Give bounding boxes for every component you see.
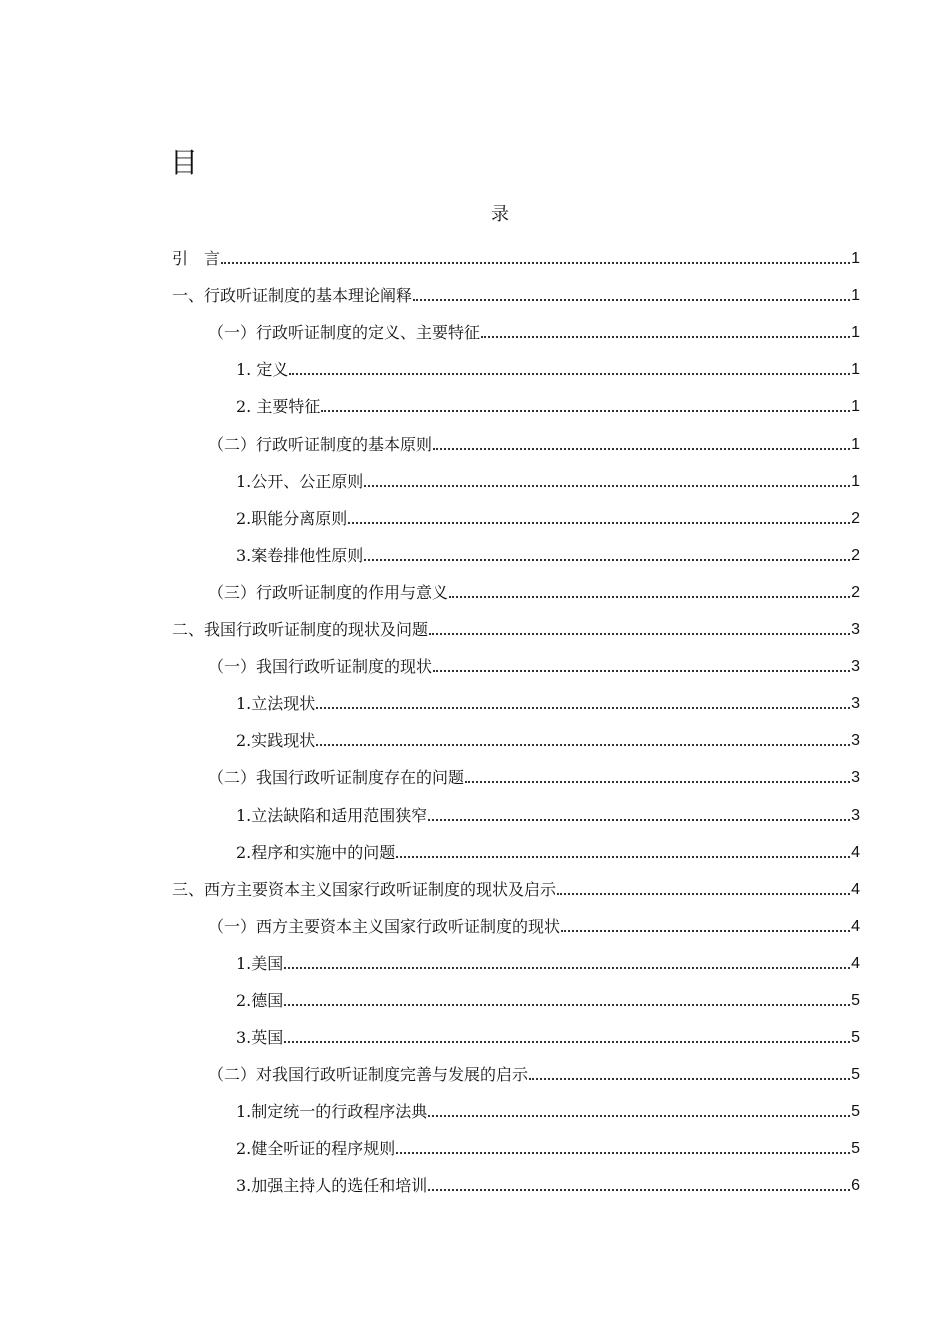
toc-entry-label: 1.制定统一的行政程序法典 xyxy=(236,1102,428,1122)
toc-entry[interactable] xyxy=(172,1162,860,1199)
toc-entry[interactable] xyxy=(172,606,860,643)
toc-entry-page: 2 xyxy=(851,546,860,564)
dot-leader xyxy=(396,1152,850,1154)
toc-entry-label: 三、西方主要资本主义国家行政听证制度的现状及启示 xyxy=(172,879,557,899)
toc-entry-page: 4 xyxy=(851,880,860,898)
toc-entry-label: 3.案卷排他性原则 xyxy=(236,545,364,565)
toc-entry-label: 2.健全听证的程序规则 xyxy=(236,1139,396,1159)
toc-entry-page: 4 xyxy=(851,954,860,972)
toc-entry[interactable] xyxy=(172,235,860,272)
toc-entry-label: 2.德国 xyxy=(236,990,284,1010)
toc-entry-page: 3 xyxy=(851,732,860,750)
toc-entry-label: 1.立法缺陷和适用范围狭窄 xyxy=(236,805,428,825)
toc-heading-first-char: 目 xyxy=(170,146,199,179)
toc-entry[interactable] xyxy=(172,1014,860,1051)
toc-entry-label: 1. 定义 xyxy=(236,360,289,380)
toc-entry-label: 2.程序和实施中的问题 xyxy=(236,842,396,862)
dot-leader xyxy=(481,336,850,338)
toc-entry-page: 1 xyxy=(851,398,860,416)
toc-entry[interactable] xyxy=(172,309,860,346)
toc-entry-page: 4 xyxy=(851,843,860,861)
dot-leader xyxy=(284,967,850,969)
toc-entry-page: 3 xyxy=(851,769,860,787)
toc-entry-label: 3.加强主持人的选任和培训 xyxy=(236,1176,428,1196)
dot-leader xyxy=(396,856,850,858)
toc-entry[interactable] xyxy=(172,680,860,717)
toc-entry-label: （二）对我国行政听证制度完善与发展的启示 xyxy=(208,1065,529,1085)
toc-entry-label: （一）西方主要资本主义国家行政听证制度的现状 xyxy=(208,916,561,936)
toc-entry-page: 1 xyxy=(851,472,860,490)
dot-leader xyxy=(321,410,850,412)
dot-leader xyxy=(284,1004,850,1006)
toc-entry-page: 2 xyxy=(851,509,860,527)
toc-entry[interactable] xyxy=(172,829,860,866)
toc-heading-second-char: 录 xyxy=(491,204,509,225)
dot-leader xyxy=(348,522,850,524)
toc-entry-page: 4 xyxy=(851,917,860,935)
toc-entry-page: 3 xyxy=(851,806,860,824)
toc-entry[interactable] xyxy=(172,903,860,940)
toc-entry[interactable] xyxy=(172,1051,860,1088)
toc-entry-page: 6 xyxy=(851,1177,860,1195)
toc-entry[interactable] xyxy=(172,1088,860,1125)
toc-entry-page: 5 xyxy=(851,1029,860,1047)
toc-entry[interactable] xyxy=(172,383,860,420)
toc-entry-label: 2.职能分离原则 xyxy=(236,508,348,528)
dot-leader xyxy=(428,1189,850,1191)
toc-entry[interactable] xyxy=(172,754,860,791)
dot-leader xyxy=(413,299,850,301)
dot-leader xyxy=(428,1115,850,1117)
toc-entry-label: 2. 主要特征 xyxy=(236,397,321,417)
toc-entry-page: 5 xyxy=(851,991,860,1009)
toc-entry-label: （一）我国行政听证制度的现状 xyxy=(208,657,433,677)
dot-leader xyxy=(561,930,850,932)
toc-entry[interactable] xyxy=(172,458,860,495)
toc-entry-page: 3 xyxy=(851,658,860,676)
toc-entry-page: 3 xyxy=(851,695,860,713)
dot-leader xyxy=(284,1041,850,1043)
toc-entry-label: （二）行政听证制度的基本原则 xyxy=(208,434,433,454)
dot-leader xyxy=(557,893,850,895)
toc-entry-label: 1.立法现状 xyxy=(236,694,316,714)
toc-entry-label: 3.英国 xyxy=(236,1028,284,1048)
toc-entry[interactable] xyxy=(172,940,860,977)
toc-entry-label: 2.实践现状 xyxy=(236,731,316,751)
dot-leader xyxy=(449,596,850,598)
toc-entry-page: 5 xyxy=(851,1140,860,1158)
toc-entry-label: （二）我国行政听证制度存在的问题 xyxy=(208,768,465,788)
toc-entry[interactable] xyxy=(172,1125,860,1162)
toc-entry[interactable] xyxy=(172,977,860,1014)
toc-entry-label: 引 言 xyxy=(172,249,221,269)
toc-entry[interactable] xyxy=(172,643,860,680)
dot-leader xyxy=(289,373,850,375)
toc-entry[interactable] xyxy=(172,866,860,903)
dot-leader xyxy=(316,707,850,709)
toc-entry-page: 1 xyxy=(851,361,860,379)
dot-leader xyxy=(364,485,850,487)
table-of-contents xyxy=(172,235,860,1199)
dot-leader xyxy=(465,781,850,783)
toc-entry[interactable] xyxy=(172,495,860,532)
toc-entry[interactable] xyxy=(172,272,860,309)
toc-entry-page: 5 xyxy=(851,1066,860,1084)
toc-entry[interactable] xyxy=(172,791,860,828)
toc-entry-page: 1 xyxy=(851,250,860,268)
toc-entry-page: 1 xyxy=(851,435,860,453)
toc-entry-label: 1.公开、公正原则 xyxy=(236,471,364,491)
dot-leader xyxy=(429,633,850,635)
toc-entry-page: 3 xyxy=(851,621,860,639)
toc-entry-page: 5 xyxy=(851,1103,860,1121)
toc-entry-page: 1 xyxy=(851,324,860,342)
toc-entry-label: 一、行政听证制度的基本理论阐释 xyxy=(172,286,413,306)
dot-leader xyxy=(364,559,850,561)
toc-entry-label: 二、我国行政听证制度的现状及问题 xyxy=(172,620,429,640)
toc-entry-page: 1 xyxy=(851,287,860,305)
toc-entry-label: 1.美国 xyxy=(236,953,284,973)
dot-leader xyxy=(433,448,850,450)
toc-entry[interactable] xyxy=(172,346,860,383)
dot-leader xyxy=(428,819,850,821)
dot-leader xyxy=(221,262,850,264)
toc-entry[interactable] xyxy=(172,420,860,457)
dot-leader xyxy=(316,744,850,746)
toc-entry[interactable] xyxy=(172,569,860,606)
dot-leader xyxy=(529,1078,850,1080)
toc-entry-page: 2 xyxy=(851,583,860,601)
dot-leader xyxy=(433,670,850,672)
toc-entry[interactable] xyxy=(172,717,860,754)
toc-entry-label: （一）行政听证制度的定义、主要特征 xyxy=(208,323,481,343)
toc-entry[interactable] xyxy=(172,532,860,569)
toc-entry-label: （三）行政听证制度的作用与意义 xyxy=(208,582,449,602)
